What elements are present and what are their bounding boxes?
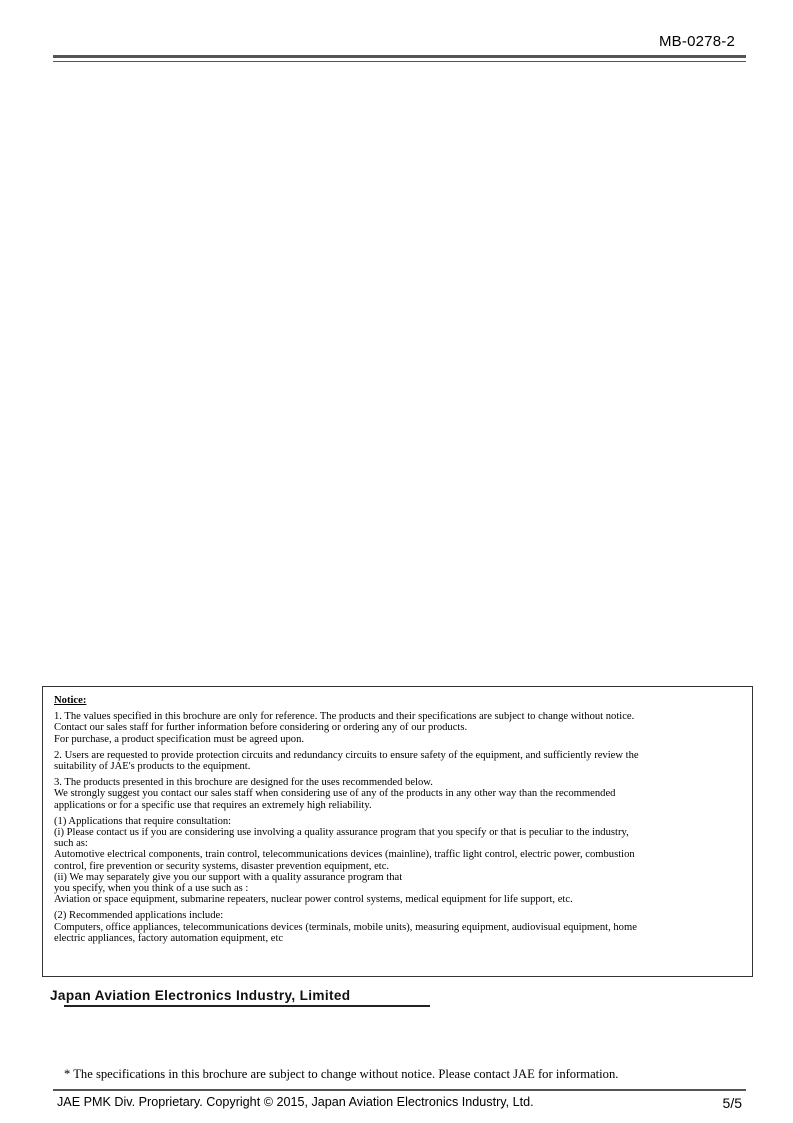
notice-line: 2. Users are requested to provide protection circuits and redundancy circuits to ensure safety of the equipment, and sufficiently review the	[54, 749, 639, 761]
specification-footnote: * The specifications in this brochure are subject to change without notice. Please contact JAE for information.	[64, 1067, 619, 1081]
document-id: MB-0278-2	[658, 33, 735, 50]
notice-line: Aviation or space equipment, submarine repeaters, nuclear power control systems, medical equipment for life support, etc.	[54, 894, 573, 906]
notice-line: Automotive electrical components, train control, telecommunications devices (mainline), traffic light control, electric power, combustion	[54, 849, 635, 861]
notice-line: Computers, office appliances, telecommunications devices (terminals, mobile units), measuring equipment, audiovisual equipment, home	[54, 921, 637, 933]
notice-heading: Notice:	[54, 695, 87, 706]
notice-line: such as:	[54, 838, 88, 850]
notice-line: We strongly suggest you contact our sales staff when considering use of any of the products in any other way than the recommended	[54, 788, 616, 800]
notice-line: 1. The values specified in this brochure are only for reference. The products and their specifications are subject to change without notice.	[54, 711, 635, 723]
notice-line: suitability of JAE's products to the equipment.	[54, 761, 251, 773]
company-logo: Japan Aviation Electronics Industry, Limited	[50, 988, 351, 1003]
notice-line: electric appliances, factory automation equipment, etc	[54, 932, 284, 944]
notice-line: control, fire prevention or security systems, disaster prevention equipment, etc.	[54, 860, 390, 872]
page-number: 5/5	[722, 1095, 742, 1111]
notice-line: (1) Applications that require consultation:	[54, 815, 232, 827]
notice-paragraph-1	[54, 711, 742, 745]
notice-line: For purchase, a product specification must be agreed upon.	[54, 733, 305, 745]
header-rule-thin	[53, 61, 746, 62]
notice-paragraph-5	[54, 910, 742, 944]
notice-line: (2) Recommended applications include:	[54, 910, 224, 922]
footer-rule	[53, 1089, 746, 1091]
notice-paragraph-2	[54, 750, 742, 772]
notice-line: (ii) We may separately give you our support with a quality assurance program that	[54, 871, 403, 883]
notice-line: (i) Please contact us if you are considering use involving a quality assurance program that you specify or that is peculiar to the industry,	[54, 827, 629, 839]
notice-paragraph-4	[54, 816, 742, 906]
logo-underline	[64, 1005, 430, 1007]
header-rule-thick	[53, 55, 746, 58]
notice-line: 3. The products presented in this brochure are designed for the uses recommended below.	[54, 777, 433, 789]
notice-line: you specify, when you think of a use such as :	[54, 883, 249, 895]
notice-line: Contact our sales staff for further information before considering or ordering any of our products.	[54, 722, 468, 734]
footer-copyright: JAE PMK Div. Proprietary. Copyright © 2015, Japan Aviation Electronics Industry, Ltd.	[57, 1095, 534, 1109]
notice-paragraph-3	[54, 777, 742, 811]
notice-box	[42, 686, 753, 977]
notice-line: applications or for a specific use that requires an extremely high reliability.	[54, 799, 372, 811]
